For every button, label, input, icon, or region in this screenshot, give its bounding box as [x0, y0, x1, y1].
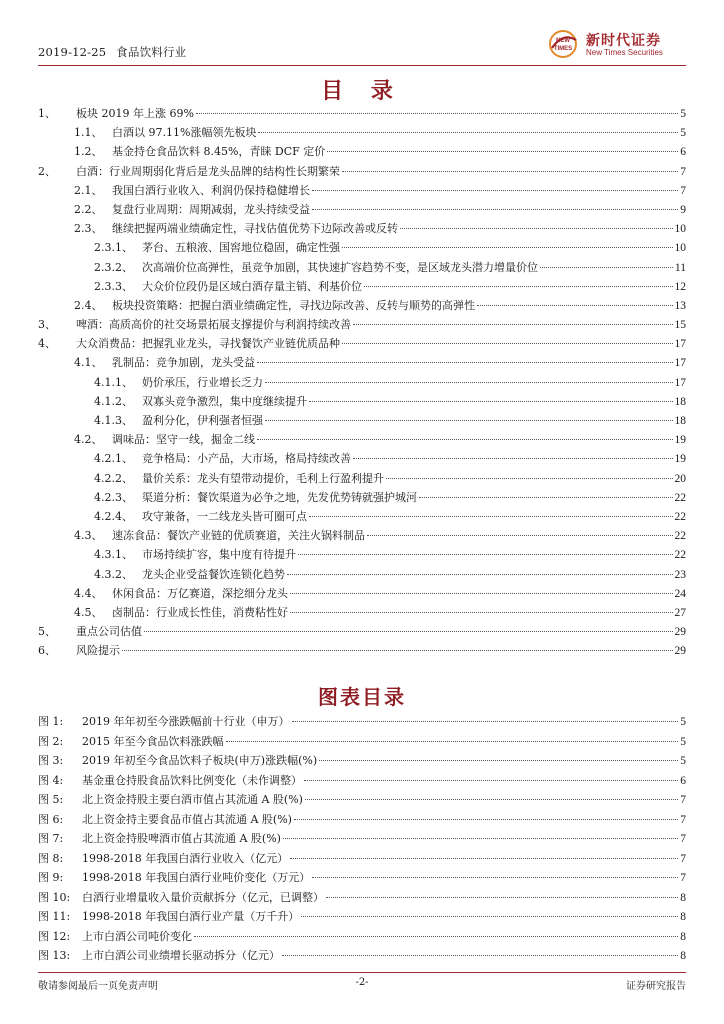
- entry-page: 24: [674, 587, 686, 600]
- entry-number: 4.1.2、: [94, 394, 133, 408]
- entry-page: 29: [674, 645, 686, 658]
- entry-page: 22: [674, 491, 686, 504]
- entry-number: 图 13:: [38, 949, 71, 962]
- entry-page: 7: [680, 872, 686, 884]
- entry-title: 茅台、五粮液、国窖地位稳固，确定性强: [142, 241, 340, 255]
- entry-number: 4.3.1、: [94, 548, 133, 562]
- toc-entry[interactable]: [38, 219, 686, 238]
- entry-title: 重点公司估值: [76, 625, 142, 639]
- entry-page: 5: [680, 127, 686, 140]
- entry-title: 奶价承压，行业增长乏力: [142, 375, 263, 389]
- toc-entry[interactable]: [38, 584, 686, 603]
- entry-title: 上市白酒公司业绩增长驱动拆分（亿元）: [82, 949, 280, 962]
- figure-entry[interactable]: [38, 732, 686, 752]
- figure-entry[interactable]: [38, 907, 686, 927]
- dot-leader: [342, 343, 673, 344]
- toc-entry[interactable]: [38, 315, 686, 334]
- svg-text:TIMES: TIMES: [553, 46, 573, 52]
- dot-leader: [290, 612, 673, 613]
- entry-page: 18: [674, 415, 686, 427]
- toc-entry[interactable]: [38, 449, 686, 468]
- dot-leader: [327, 151, 678, 152]
- entry-page: 17: [674, 357, 686, 370]
- entry-page: 15: [674, 319, 686, 332]
- entry-number: 4.1.3、: [94, 414, 133, 427]
- entry-number: 4.2.2、: [94, 471, 133, 485]
- dot-leader: [283, 838, 678, 839]
- toc-entry[interactable]: [38, 142, 686, 161]
- entry-number: 4.2.4、: [94, 509, 133, 523]
- toc-entry[interactable]: [38, 258, 686, 277]
- entry-page: 5: [680, 108, 686, 120]
- dot-leader: [312, 209, 678, 210]
- entry-number: 2.1、: [74, 183, 103, 197]
- figure-entry[interactable]: [38, 829, 686, 849]
- entry-title: 啤酒：高质高价的社交场景拓展支撑提价与利润持续改善: [76, 318, 351, 332]
- entry-title: 次高端价位高弹性，虽竞争加剧，其快速扩容趋势不变，是区域龙头潜力增量价位: [142, 260, 538, 274]
- entry-page: 13: [674, 299, 686, 312]
- entry-title: 基金持仓食品饮料 8.45%，青睐 DCF 定价: [112, 145, 326, 159]
- toc-entry[interactable]: [38, 123, 686, 142]
- toc-entry[interactable]: [38, 373, 686, 392]
- table-of-contents: [38, 104, 686, 660]
- dot-leader: [258, 132, 678, 133]
- dot-leader: [540, 267, 673, 268]
- entry-number: 4.2.3、: [94, 490, 133, 504]
- toc-entry[interactable]: [38, 565, 686, 584]
- toc-entry[interactable]: [38, 181, 686, 200]
- entry-page: 7: [680, 833, 686, 845]
- entry-title: 2019 年初至今食品饮料子板块(申万)涨跌幅(%): [82, 754, 318, 767]
- entry-title: 继续把握两端业绩确定性，寻找估值优势下边际改善或反转: [112, 222, 398, 236]
- toc-entry[interactable]: [38, 353, 686, 372]
- entry-title: 攻守兼备，一二线龙头皆可圈可点: [142, 509, 307, 523]
- dot-leader: [305, 799, 678, 800]
- entry-page: 8: [680, 930, 686, 943]
- footer-disclaimer: 敬请参阅最后一页免责声明: [38, 981, 158, 992]
- entry-number: 2.3、: [74, 222, 103, 236]
- entry-page: 20: [674, 472, 686, 485]
- entry-page: 19: [674, 453, 686, 466]
- entry-title: 上市白酒公司吨价变化: [82, 929, 192, 943]
- entry-title: 市场持续扩容，集中度有待提升: [142, 548, 296, 562]
- entry-title: 渠道分析：餐饮渠道为必争之地，先发优势铸就强护城河: [142, 490, 417, 504]
- entry-title: 1998-2018 年我国白酒行业收入（亿元）: [82, 851, 289, 865]
- dot-leader: [196, 113, 678, 114]
- entry-number: 图 1:: [38, 715, 64, 728]
- dot-leader: [309, 516, 673, 517]
- dot-leader: [301, 916, 678, 917]
- entry-number: 图 3:: [38, 754, 64, 767]
- entry-title: 复盘行业周期：周期减弱，龙头持续受益: [112, 202, 310, 216]
- dot-leader: [342, 247, 673, 248]
- page-header: [38, 0, 686, 66]
- entry-number: 1.2、: [74, 145, 103, 159]
- industry-name: 食品饮料行业: [116, 45, 187, 59]
- svg-text:NEW: NEW: [556, 38, 570, 44]
- entry-page: 8: [680, 911, 686, 923]
- entry-title: 2015 年至今食品饮料涨跌幅: [82, 734, 224, 748]
- entry-page: 5: [680, 716, 686, 728]
- entry-title: 2019 年年初至今涨跌幅前十行业（申万）: [82, 715, 290, 728]
- entry-page: 18: [674, 395, 686, 408]
- toc-title: 目 录: [321, 79, 403, 104]
- company-logo: [546, 28, 686, 60]
- dot-leader: [290, 858, 678, 859]
- entry-number: 2.3.1、: [94, 241, 133, 255]
- dot-leader: [309, 401, 673, 402]
- figures-title: 图表目录: [318, 685, 406, 709]
- entry-title: 量价关系：龙头有望带动提价，毛利上行盈利提升: [142, 471, 384, 485]
- toc-entry[interactable]: [38, 277, 686, 296]
- entry-number: 4.2.1、: [94, 452, 133, 466]
- figure-entry[interactable]: [38, 712, 686, 732]
- entry-title: 北上资金持股主要白酒市值占其流通 A 股(%): [82, 793, 303, 806]
- entry-number: 1.1、: [74, 126, 103, 140]
- entry-title: 乳制品：竞争加剧，龙头受益: [112, 356, 255, 370]
- entry-page: 29: [674, 626, 686, 639]
- toc-entry[interactable]: [38, 392, 686, 411]
- entry-title: 风险提示: [76, 644, 120, 658]
- entry-page: 27: [674, 606, 686, 619]
- figure-entry[interactable]: [38, 868, 686, 888]
- entry-page: 17: [674, 376, 686, 389]
- entry-number: 图 4:: [38, 773, 64, 787]
- report-date: 2019-12-25: [38, 45, 107, 59]
- page-footer: [38, 972, 686, 1002]
- entry-number: 2.3.2、: [94, 260, 133, 274]
- entry-page: 17: [674, 338, 686, 351]
- toc-entry[interactable]: [38, 622, 686, 641]
- entry-number: 1、: [38, 107, 56, 120]
- entry-page: 5: [680, 755, 686, 767]
- entry-number: 2.3.3、: [94, 279, 133, 293]
- entry-number: 4.3、: [74, 529, 103, 543]
- entry-page: 7: [680, 794, 686, 806]
- entry-number: 图 2:: [38, 734, 64, 748]
- dot-leader: [265, 382, 673, 383]
- entry-number: 4、: [38, 337, 56, 351]
- dot-leader: [265, 420, 673, 421]
- dot-leader: [294, 819, 678, 820]
- logo-chinese-name: 新时代证券: [586, 33, 661, 49]
- entry-page: 23: [674, 568, 686, 581]
- entry-number: 图 12:: [38, 929, 71, 943]
- entry-page: 22: [674, 549, 686, 562]
- toc-entry[interactable]: [38, 603, 686, 622]
- entry-title: 双寡头竞争激烈，集中度继续提升: [142, 394, 307, 408]
- dot-leader: [194, 936, 678, 937]
- figure-entry[interactable]: [38, 927, 686, 947]
- entry-title: 大众消费品：把握乳业龙头，寻找餐饮产业链优质品种: [76, 337, 340, 351]
- entry-title: 基金重仓持股食品饮料比例变化（未作调整）: [82, 773, 302, 787]
- figure-entry[interactable]: [38, 790, 686, 810]
- toc-entry[interactable]: [38, 334, 686, 353]
- entry-title: 龙头企业受益餐饮连锁化趋势: [142, 567, 285, 581]
- figure-entry[interactable]: [38, 849, 686, 869]
- entry-page: 6: [680, 774, 686, 787]
- toc-entry[interactable]: [38, 430, 686, 449]
- entry-number: 图 7:: [38, 832, 64, 845]
- dot-leader: [287, 574, 673, 575]
- page-number: -2-: [355, 977, 369, 988]
- toc-entry[interactable]: [38, 545, 686, 564]
- toc-entry[interactable]: [38, 507, 686, 526]
- logo-english-name: New Times Securities: [586, 48, 663, 57]
- entry-title: 白酒：行业周期弱化背后是龙头品牌的结构性长期繁荣: [76, 164, 340, 178]
- entry-page: 5: [680, 735, 686, 748]
- entry-number: 3、: [38, 318, 56, 332]
- entry-page: 12: [674, 280, 686, 293]
- entry-title: 休闲食品：万亿赛道，深挖细分龙头: [112, 586, 288, 600]
- entry-page: 7: [680, 165, 686, 178]
- dot-leader: [304, 780, 678, 781]
- entry-title: 卤制品：行业成长性佳，消费粘性好: [112, 605, 288, 619]
- figure-entry[interactable]: [38, 771, 686, 791]
- entry-title: 竞争格局：小产品，大市场，格局持续改善: [142, 452, 351, 466]
- entry-page: 7: [680, 184, 686, 197]
- entry-page: 22: [674, 530, 686, 543]
- dot-leader: [257, 362, 673, 363]
- dot-leader: [312, 877, 678, 878]
- entry-title: 北上资金持主要食品市值占其流通 A 股(%): [82, 812, 292, 826]
- dot-leader: [257, 439, 673, 440]
- entry-page: 7: [680, 813, 686, 826]
- entry-number: 图 8:: [38, 851, 64, 865]
- dot-leader: [144, 631, 673, 632]
- dot-leader: [342, 171, 678, 172]
- dot-leader: [400, 228, 673, 229]
- dot-leader: [298, 554, 673, 555]
- entry-title: 1998-2018 年我国白酒行业产量（万千升）: [82, 910, 300, 923]
- toc-entry[interactable]: [38, 238, 686, 257]
- new-times-logo-icon: [546, 28, 582, 60]
- footer-doc-type: 证券研究报告: [626, 981, 686, 992]
- figure-entry[interactable]: [38, 946, 686, 966]
- figure-entry[interactable]: [38, 810, 686, 830]
- dot-leader: [367, 535, 673, 536]
- toc-entry[interactable]: [38, 411, 686, 430]
- toc-entry[interactable]: [38, 641, 686, 660]
- entry-title: 我国白酒行业收入、利润仍保持稳健增长: [112, 183, 310, 197]
- entry-title: 北上资金持股啤酒市值占其流通 A 股(%): [82, 832, 281, 845]
- entry-page: 19: [674, 434, 686, 447]
- dot-leader: [419, 497, 673, 498]
- toc-entry[interactable]: [38, 104, 686, 123]
- toc-entry[interactable]: [38, 296, 686, 315]
- toc-entry[interactable]: [38, 162, 686, 181]
- entry-title: 调味品：坚守一线，掘金二线: [112, 433, 255, 447]
- entry-number: 图 9:: [38, 871, 64, 884]
- entry-number: 图 5:: [38, 793, 64, 806]
- entry-page: 11: [674, 261, 686, 274]
- dot-leader: [477, 305, 673, 306]
- toc-entry[interactable]: [38, 200, 686, 219]
- dot-leader: [282, 955, 678, 956]
- entry-page: 10: [674, 242, 686, 255]
- entry-page: 10: [674, 223, 686, 236]
- figures-list: [38, 712, 686, 966]
- entry-number: 图 10:: [38, 890, 71, 904]
- figure-entry[interactable]: [38, 888, 686, 908]
- header-meta: [38, 44, 186, 60]
- entry-number: 4.1.1、: [94, 375, 133, 389]
- entry-title: 速冻食品：餐饮产业链的优质赛道，关注火锅料制品: [112, 529, 365, 543]
- dot-leader: [122, 650, 673, 651]
- dot-leader: [353, 458, 673, 459]
- figure-entry[interactable]: [38, 751, 686, 771]
- entry-number: 4.2、: [74, 433, 103, 447]
- entry-title: 大众价位段仍是区域白酒存量主销、利基价位: [142, 279, 362, 293]
- dot-leader: [312, 190, 678, 191]
- dot-leader: [353, 324, 673, 325]
- dot-leader: [364, 286, 673, 287]
- entry-number: 2.2、: [74, 202, 103, 216]
- entry-number: 图 6:: [38, 812, 64, 826]
- toc-entry[interactable]: [38, 526, 686, 545]
- entry-title: 盈利分化，伊利强者恒强: [142, 414, 263, 427]
- entry-page: 22: [674, 510, 686, 523]
- entry-page: 7: [680, 852, 686, 865]
- entry-title: 白酒以 97.11%涨幅领先板块: [112, 126, 257, 140]
- toc-entry[interactable]: [38, 469, 686, 488]
- entry-number: 4.1、: [74, 356, 103, 370]
- entry-number: 4.4、: [74, 586, 103, 600]
- dot-leader: [319, 760, 678, 761]
- entry-number: 2.4、: [74, 298, 103, 312]
- entry-page: 9: [680, 203, 686, 216]
- dot-leader: [326, 897, 678, 898]
- entry-page: 6: [680, 146, 686, 159]
- entry-number: 4.3.2、: [94, 567, 133, 581]
- dot-leader: [290, 593, 673, 594]
- entry-page: 8: [680, 891, 686, 904]
- dot-leader: [292, 721, 679, 722]
- entry-title: 白酒行业增量收入量价贡献拆分（亿元，已调整）: [82, 890, 324, 904]
- entry-number: 图 11:: [38, 910, 71, 923]
- entry-title: 板块投资策略：把握白酒业绩确定性，寻找边际改善、反转与顺势的高弹性: [112, 298, 475, 312]
- entry-number: 2、: [38, 164, 56, 178]
- entry-number: 4.5、: [74, 605, 103, 619]
- entry-title: 板块 2019 年上涨 69%: [76, 107, 194, 120]
- entry-title: 1998-2018 年我国白酒行业吨价变化（万元）: [82, 871, 311, 884]
- entry-page: 8: [680, 950, 686, 962]
- entry-number: 6、: [38, 644, 56, 658]
- dot-leader: [226, 741, 679, 742]
- entry-number: 5、: [38, 625, 56, 639]
- dot-leader: [386, 478, 673, 479]
- toc-entry[interactable]: [38, 488, 686, 507]
